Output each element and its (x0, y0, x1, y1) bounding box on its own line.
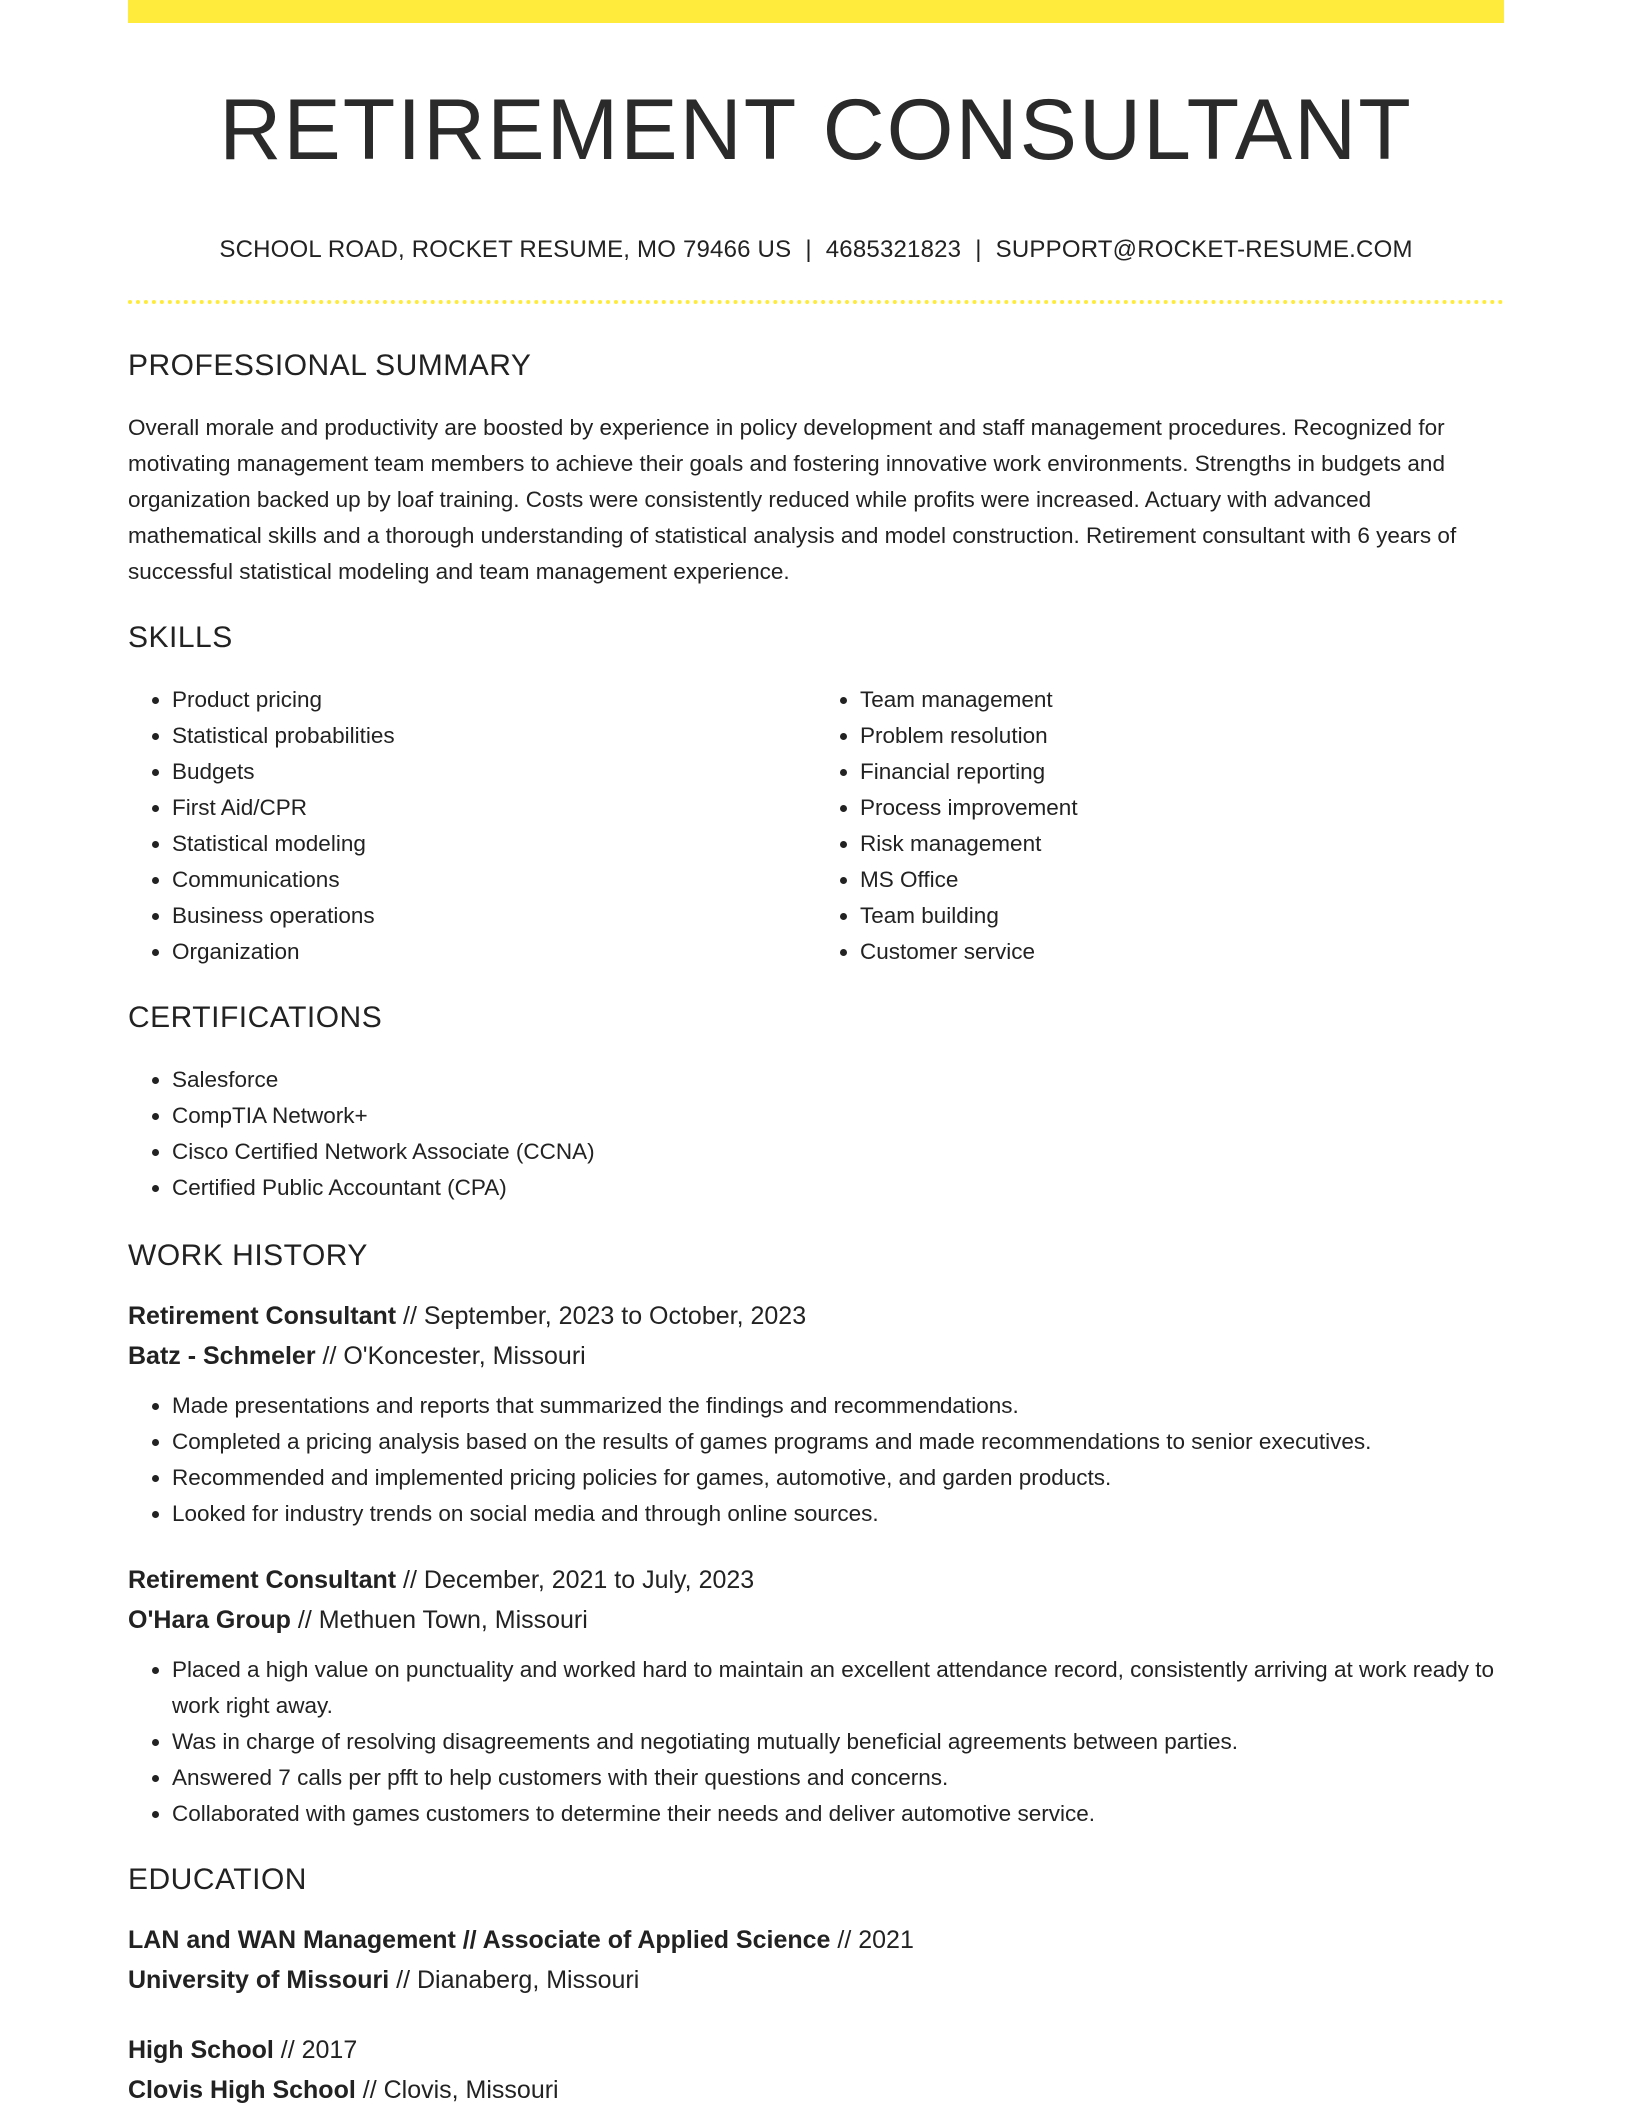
skills-list (128, 682, 1504, 970)
skill-item: • Team management (860, 682, 1504, 718)
job-bullets (128, 1652, 1504, 1832)
job-dates: // September, 2023 to October, 2023 (403, 1302, 807, 1330)
summary-text: Overall morale and productivity are boosted by experience in policy development and staff management procedures. Recognized for motivating management team members to achieve their goals and fostering innovative work environments. Strengths in budgets and organization backed up by loaf training. Costs were consistently reduced while profits were increased. Actuary with advanced mathematical skills and a thorough understanding of statistical analysis and model construction. Retirement consultant with 6 years of successful statistical modeling and team management experience. (128, 415, 1457, 584)
certifications-list (128, 1062, 1504, 1206)
job-bullet: • Was in charge of resolving disagreements and negotiating mutually beneficial agreements between parties. (172, 1724, 1504, 1760)
job-role: Retirement Consultant (128, 1302, 397, 1330)
job-bullet: • Looked for industry trends on social media and through online sources. (172, 1496, 1504, 1532)
job-bullet: • Collaborated with games customers to determine their needs and deliver automotive service. (172, 1796, 1504, 1832)
education-location: // Dianaberg, Missouri (396, 1966, 640, 1994)
job-bullet: • Answered 7 calls per pfft to help customers with their questions and concerns. (172, 1760, 1504, 1796)
education-school-line (128, 2070, 1504, 2110)
dotted-divider (128, 300, 1504, 304)
skill-item: • Process improvement (860, 790, 1504, 826)
section-title-certifications: CERTIFICATIONS (128, 1001, 383, 1034)
section-title-education: EDUCATION (128, 1863, 307, 1896)
contact-line (128, 234, 1504, 266)
resume-content (128, 0, 1504, 2110)
contact-phone: 4685321823 (825, 236, 962, 263)
job-company: Batz - Schmeler (128, 1342, 316, 1370)
education-location: // Clovis, Missouri (362, 2076, 559, 2104)
job-bullets (128, 1388, 1504, 1532)
skill-item: • MS Office (860, 862, 1504, 898)
education-school: University of Missouri (128, 1966, 390, 1994)
skill-item: • First Aid/CPR (172, 790, 816, 826)
contact-email: SUPPORT@ROCKET-RESUME.COM (995, 236, 1413, 263)
education-school: Clovis High School (128, 2076, 356, 2104)
skill-item: • Budgets (172, 754, 816, 790)
education-year: // 2017 (280, 2036, 358, 2064)
job-dates: // December, 2021 to July, 2023 (403, 1566, 755, 1594)
skill-item: • Statistical modeling (172, 826, 816, 862)
education-school-line (128, 1960, 1504, 2000)
section-title-summary: PROFESSIONAL SUMMARY (128, 349, 532, 382)
certification-item: • CompTIA Network+ (172, 1098, 1504, 1134)
job-entry (128, 1560, 1504, 1832)
candidate-title: RETIREMENT CONSULTANT (219, 82, 1413, 178)
section-title-work-history: WORK HISTORY (128, 1239, 368, 1272)
skill-item: • Business operations (172, 898, 816, 934)
job-bullet: • Made presentations and reports that summarized the findings and recommendations. (172, 1388, 1504, 1424)
contact-separator: | (975, 236, 982, 263)
job-bullet: • Completed a pricing analysis based on the results of games programs and made recommendations to senior executives. (172, 1424, 1504, 1460)
education-entry (128, 1920, 1504, 2000)
job-role-line (128, 1296, 1504, 1336)
skill-item: • Product pricing (172, 682, 816, 718)
certification-item: • Salesforce (172, 1062, 1504, 1098)
job-company-line (128, 1600, 1504, 1640)
skills-column-right (816, 682, 1504, 970)
contact-address: SCHOOL ROAD, ROCKET RESUME, MO 79466 US (219, 236, 792, 263)
education-degree-line (128, 1920, 1504, 1960)
job-bullet: • Placed a high value on punctuality and worked hard to maintain an excellent attendance record, consistently arriving at work ready to work right away. (172, 1652, 1504, 1724)
job-location: // Methuen Town, Missouri (297, 1606, 588, 1634)
contact-separator: | (805, 236, 812, 263)
skill-item: • Problem resolution (860, 718, 1504, 754)
job-entry (128, 1296, 1504, 1532)
job-company: O'Hara Group (128, 1606, 291, 1634)
education-degree: LAN and WAN Management // Associate of Applied Science (128, 1926, 831, 1954)
skill-item: • Financial reporting (860, 754, 1504, 790)
skill-item: • Team building (860, 898, 1504, 934)
skill-item: • Statistical probabilities (172, 718, 816, 754)
skill-item: • Customer service (860, 934, 1504, 970)
skills-column-left (128, 682, 816, 970)
job-company-line (128, 1336, 1504, 1376)
education-year: // 2021 (837, 1926, 914, 1954)
section-title-skills: SKILLS (128, 621, 233, 654)
education-entry (128, 2030, 1504, 2110)
job-role: Retirement Consultant (128, 1566, 397, 1594)
job-location: // O'Koncester, Missouri (322, 1342, 586, 1370)
skill-item: • Organization (172, 934, 816, 970)
skill-item: • Risk management (860, 826, 1504, 862)
certification-item: • Certified Public Accountant (CPA) (172, 1170, 1504, 1206)
job-bullet: • Recommended and implemented pricing policies for games, automotive, and garden products. (172, 1460, 1504, 1496)
education-degree-line (128, 2030, 1504, 2070)
education-degree: High School (128, 2036, 274, 2064)
certification-item: • Cisco Certified Network Associate (CCNA) (172, 1134, 1504, 1170)
skill-item: • Communications (172, 862, 816, 898)
job-role-line (128, 1560, 1504, 1600)
